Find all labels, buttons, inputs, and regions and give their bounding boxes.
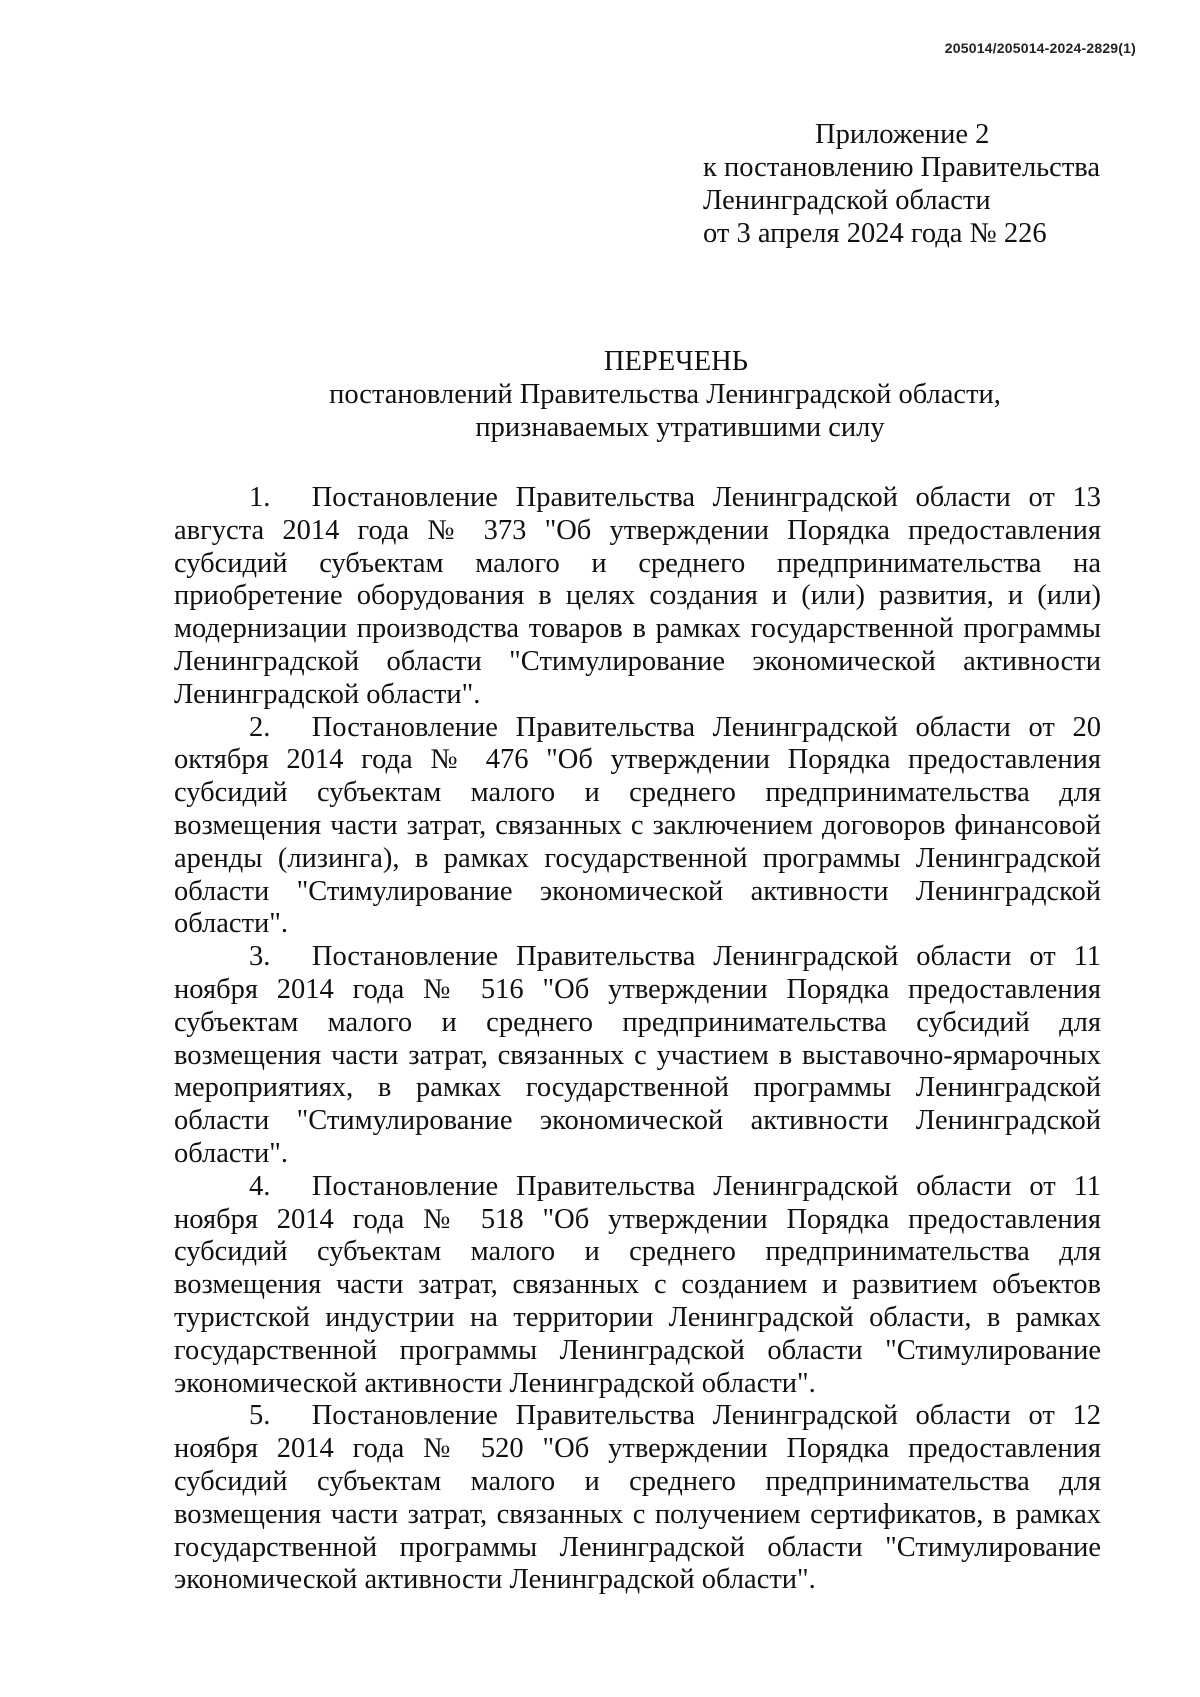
list-item-number: 4. bbox=[249, 1170, 271, 1202]
list-item-text: Постановление Правительства Ленинградской области от 11 ноября 2014 года № 516 "Об утверждении Порядка предоставления субъектам малого и среднего предпринимательства субсидий для возмещения части затрат, связанных с участием в выставочно-ярмарочных мероприятиях, в рамках государственной программы Ленинградской области "Стимулирование экономической активности Ленинградской области". bbox=[174, 941, 1102, 1169]
heading-title: ПЕРЕЧЕНЬ bbox=[603, 346, 749, 377]
list-item-number: 1. bbox=[249, 482, 271, 513]
list-item-number: 3. bbox=[249, 941, 271, 973]
document-registration-number: 205014/205014-2024-2829(1) bbox=[944, 40, 1136, 56]
appendix-block bbox=[703, 118, 1173, 250]
list-item-number: 2. bbox=[249, 711, 271, 743]
appendix-date-number: от 3 апреля 2024 года № 226 bbox=[703, 218, 1047, 249]
appendix-region: Ленинградской области bbox=[703, 185, 991, 216]
list-item-number: 5. bbox=[249, 1400, 271, 1432]
appendix-title: Приложение 2 bbox=[815, 119, 990, 150]
list-item-text: Постановление Правительства Ленинградской области от 12 ноября 2014 года № 520 "Об утверждении Порядка предоставления субсидий субъектам малого и среднего предпринимательства для возмещения части затрат, связанных с получением сертификатов, в рамках государственной программы Ленинградской области "Стимулирование экономической активности Ленинградской области". bbox=[174, 1400, 1101, 1596]
list-item bbox=[174, 1400, 1101, 1597]
list-item-text: Постановление Правительства Ленинградской области от 20 октября 2014 года № 476 "Об утверждении Порядка предоставления субсидий субъектам малого и среднего предпринимательства для возмещения части затрат, связанных с заключением договоров финансовой аренды (лизинга), в рамках государственной программы Ленинградской области "Стимулирование экономической активности Ленинградской области". bbox=[174, 711, 1101, 940]
list-item bbox=[174, 941, 1101, 1171]
heading-subtitle-line2: признаваемых утратившими силу bbox=[475, 412, 885, 443]
heading-subtitle-line1: постановлений Правительства Ленинградской области, bbox=[329, 379, 1001, 410]
list-item bbox=[174, 1171, 1101, 1401]
list-item-text: Постановление Правительства Ленинградской области от 11 ноября 2014 года № 518 "Об утверждении Порядка предоставления субсидий субъектам малого и среднего предпринимательства для возмещения части затрат, связанных с созданием и развитием объектов туристской индустрии на территории Ленинградской области, в рамках государственной программы Ленинградской области "Стимулирование экономической активности Ленинградской области". bbox=[174, 1170, 1102, 1399]
list-item-text: Постановление Правительства Ленинградской области от 13 августа 2014 года № 373 "Об утверждении Порядка предоставления субсидий субъектам малого и среднего предпринимательства на приобретение оборудования в целях создания и (или) развития, и (или) модернизации производства товаров в рамках государственной программы Ленинградской области "Стимулирование экономической активности Ленинградской области". bbox=[174, 482, 1101, 710]
list-item bbox=[174, 712, 1101, 942]
repealed-decrees-list bbox=[174, 482, 1101, 1597]
appendix-reference: к постановлению Правительства bbox=[703, 152, 1101, 183]
document-heading bbox=[0, 345, 1200, 444]
list-item bbox=[174, 482, 1101, 712]
